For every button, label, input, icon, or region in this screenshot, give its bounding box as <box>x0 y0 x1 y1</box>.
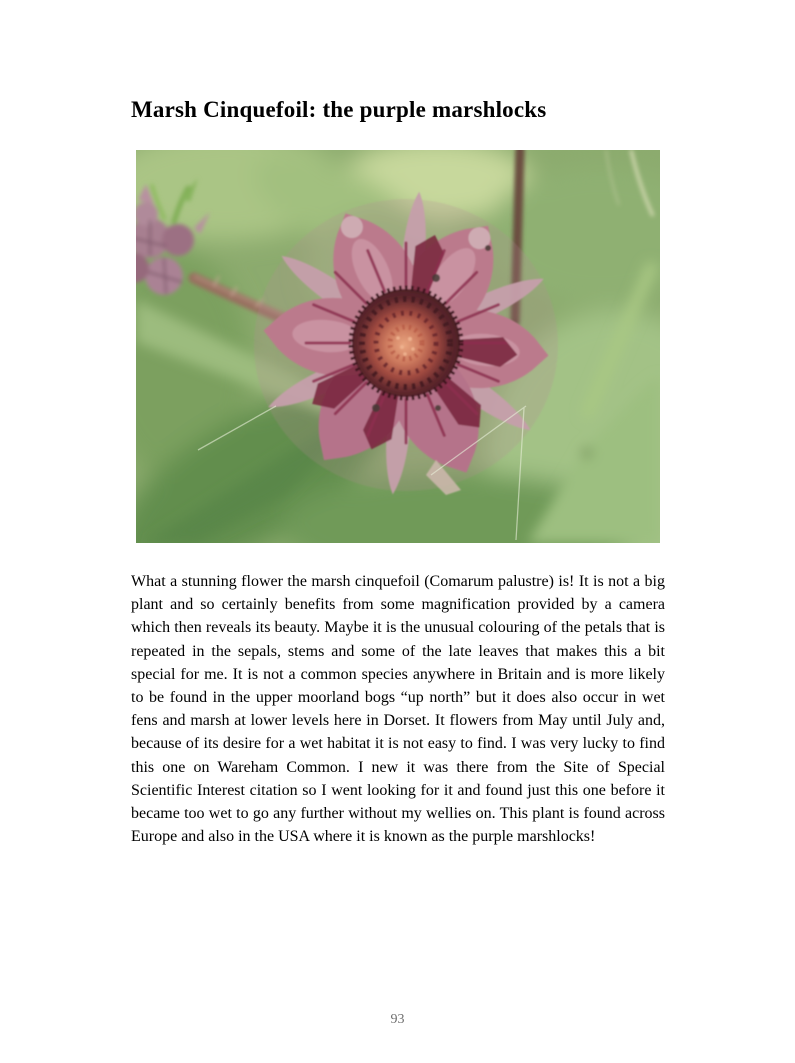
flower-photo <box>136 150 660 543</box>
flower-photo-image <box>136 150 660 543</box>
page-title: Marsh Cinquefoil: the purple marshlocks <box>131 97 547 122</box>
page-number: 93 <box>390 1012 405 1027</box>
body-paragraph: What a stunning flower the marsh cinquefoil (Comarum palustre) is! It is not a big plant and so certainly benefits from some magnification provided by a camera which then reveals its beauty. Maybe it is the unusual colouring of the petals that is repeated in the sepals, stems and some of the late leaves that makes this a bit special for me. It is not a common species anywhere in Britain and is more likely to be found in the upper moorland bogs “up north” but it does also occur in wet fens and marsh at lower levels here in Dorset. It flowers from May until July and, because of its desire for a wet habitat it is not easy to find. I was very lucky to find this one on Wareham Common. I new it was there from the Site of Special Scientific Interest citation so I went looking for it and found just this one before it became too wet to go any further without my wellies on. This plant is found across Europe and also in the USA where it is known as the purple marshlocks! <box>131 573 665 846</box>
